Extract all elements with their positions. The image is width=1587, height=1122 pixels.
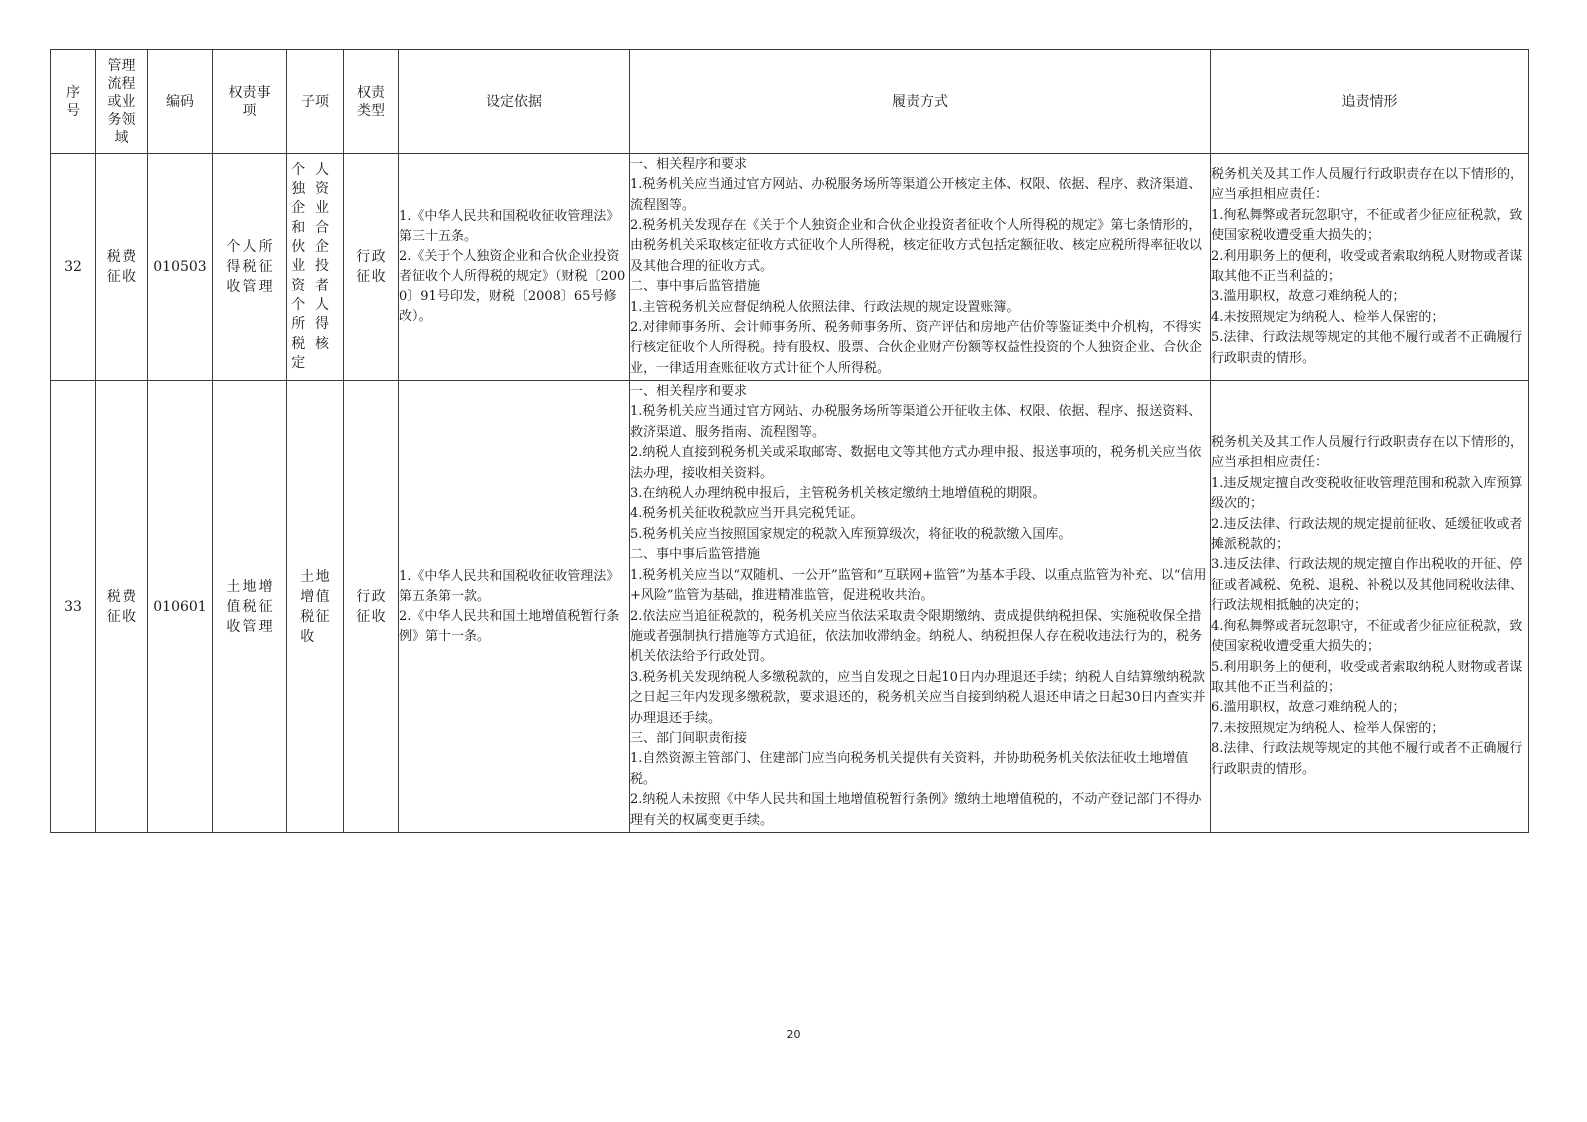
- responsibility-table: [50, 49, 1529, 833]
- header-code: 编码: [148, 50, 213, 154]
- cell-code: 010503: [148, 154, 213, 381]
- method-line: 一、相关程序和要求: [630, 156, 748, 172]
- header-domain: 管理流程或业务领域: [96, 50, 148, 154]
- cell-seq: 32: [51, 154, 96, 381]
- header-seq: 序号: [51, 50, 96, 154]
- cell-basis: [399, 154, 630, 381]
- liability-line: 1.徇私舞弊或者玩忽职守，不征或者少征应征税款，致使国家税收遭受重大损失的；: [1211, 207, 1523, 244]
- basis-line: 2.《关于个人独资企业和合伙企业投资者征收个人所得税的规定》（财税〔2000〕91号印发，财税〔2008〕65号修改）。: [399, 249, 626, 324]
- method-line: 1.税务机关应当以“双随机、一公开”监管和“互联网+监管”为基本手段、以重点监管为补充、以“信用+风险”监管为基础，推进精准监管，促进税收共治。: [630, 567, 1207, 604]
- cell-seq: 33: [51, 381, 96, 833]
- method-line: 2.对律师事务所、会计师事务所、税务师事务所、资产评估和房地产估价等鉴证类中介机构，不得实行核定征收个人所得税。持有股权、股票、合伙企业财产份额等权益性投资的个人独资企业、合伙企业，一律适用查账征收方式计征个人所得税。: [630, 320, 1203, 376]
- liability-line: 税务机关及其工作人员履行行政职责存在以下情形的，应当承担相应责任：: [1211, 435, 1524, 471]
- method-line: 2.税务机关发现存在《关于个人独资企业和合伙企业投资者征收个人所得税的规定》第七条情形的，由税务机关采取核定征收方式征收个人所得税，核定征收方式包括定额征收、核定应税所得率征收以及其他合理的征收方式。: [630, 217, 1203, 274]
- method-line: 4.税务机关征收税款应当开具完税凭证。: [630, 506, 864, 522]
- method-line: 3.税务机关发现纳税人多缴税款的，应当自发现之日起10日内办理退还手续；纳税人自结算缴纳税款之日起三年内发现多缴税款，要求退还的，税务机关应当自接到纳税人退还申请之日起30日内查实并办理退还手续。: [630, 669, 1206, 726]
- liability-line: 2.利用职务上的便利，收受或者索取纳税人财物或者谋取其他不正当利益的；: [1211, 248, 1523, 284]
- header-subitem: 子项: [287, 50, 344, 154]
- cell-subitem: 土地增值税征收: [287, 381, 344, 833]
- liability-line: 3.违反法律、行政法规的规定擅自作出税收的开征、停征或者减税、免税、退税、补税以及其他同税收法律、行政法规相抵触的决定的；: [1211, 557, 1524, 614]
- liability-line: 4.未按照规定为纳税人、检举人保密的；: [1211, 309, 1445, 325]
- header-item: 权责事项: [213, 50, 287, 154]
- liability-line: 8.法律、行政法规等规定的其他不履行或者不正确履行行政职责的情形。: [1211, 741, 1523, 777]
- liability-line: 税务机关及其工作人员履行行政职责存在以下情形的，应当承担相应责任：: [1211, 166, 1524, 203]
- method-line: 2.纳税人直接到税务机关或采取邮寄、数据电文等其他方式办理申报、报送事项的，税务机关应当依法办理，接收相关资料。: [630, 445, 1202, 481]
- header-method: 履责方式: [630, 50, 1211, 154]
- table-row: [51, 381, 1529, 833]
- table-row: [51, 154, 1529, 381]
- table-header-row: [51, 50, 1529, 154]
- cell-liability: [1211, 154, 1529, 381]
- liability-line: 6.滥用职权，故意刁难纳税人的；: [1211, 700, 1406, 716]
- method-line: 1.税务机关应当通过官方网站、办税服务场所等渠道公开核定主体、权限、依据、程序、救济渠道、流程图等。: [630, 177, 1202, 213]
- cell-type: 行政征收: [344, 154, 399, 381]
- page-number: 20: [786, 1028, 801, 1041]
- method-line: 三、部门间职责衔接: [630, 730, 748, 746]
- cell-liability: [1211, 381, 1529, 833]
- header-type: 权责类型: [344, 50, 399, 154]
- liability-line: 5.利用职务上的便利，收受或者索取纳税人财物或者谋取其他不正当利益的；: [1211, 659, 1523, 695]
- cell-method: [630, 381, 1211, 833]
- method-line: 1.税务机关应当通过官方网站、办税服务场所等渠道公开征收主体、权限、依据、程序、报送资料、救济渠道、服务指南、流程图等。: [630, 404, 1202, 440]
- cell-code: 010601: [148, 381, 213, 833]
- cell-domain: 税费征收: [96, 154, 148, 381]
- liability-line: 7.未按照规定为纳税人、检举人保密的；: [1211, 720, 1445, 736]
- method-line: 一、相关程序和要求: [630, 384, 748, 400]
- liability-line: 2.违反法律、行政法规的规定提前征收、延缓征收或者摊派税款的；: [1211, 516, 1523, 553]
- method-line: 1.自然资源主管部门、住建部门应当向税务机关提供有关资料，并协助税务机关依法征收土地增值税。: [630, 751, 1189, 787]
- header-liability: 追责情形: [1211, 50, 1529, 154]
- basis-line: 1.《中华人民共和国税收征收管理法》第三十五条。: [399, 209, 620, 244]
- basis-line: 2.《中华人民共和国土地增值税暂行条例》第十一条。: [399, 608, 620, 644]
- cell-item: 个人所得税征收管理: [213, 154, 287, 381]
- cell-basis: [399, 381, 630, 833]
- method-line: 2.依法应当追征税款的，税务机关应当依法采取责令限期缴纳、责成提供纳税担保、实施税收保全措施或者强制执行措施等方式追征，依法加收滞纳金。纳税人、纳税担保人存在税收违法行为的，税务机关依法给予行政处罚。: [630, 608, 1203, 665]
- method-line: 2.纳税人未按照《中华人民共和国土地增值税暂行条例》缴纳土地增值税的，不动产登记部门不得办理有关的权属变更手续。: [630, 792, 1202, 828]
- header-basis: 设定依据: [399, 50, 630, 154]
- method-line: 1.主管税务机关应督促纳税人依照法律、行政法规的规定设置账簿。: [630, 299, 1020, 315]
- liability-line: 4.徇私舞弊或者玩忽职守，不征或者少征应征税款，致使国家税收遭受重大损失的；: [1211, 618, 1523, 655]
- liability-line: 5.法律、行政法规等规定的其他不履行或者不正确履行行政职责的情形。: [1211, 330, 1523, 366]
- basis-line: 1.《中华人民共和国税收征收管理法》第五条第一款。: [399, 568, 620, 604]
- method-line: 二、事中事后监管措施: [630, 547, 761, 563]
- cell-domain: 税费征收: [96, 381, 148, 833]
- method-line: 5.税务机关应当按照国家规定的税款入库预算级次，将征收的税款缴入国库。: [630, 526, 1072, 542]
- cell-type: 行政征收: [344, 381, 399, 833]
- liability-line: 1.违反规定擅自改变税收征收管理范围和税款入库预算级次的；: [1211, 475, 1523, 512]
- cell-method: [630, 154, 1211, 381]
- method-line: 二、事中事后监管措施: [630, 279, 761, 295]
- liability-line: 3.滥用职权，故意刁难纳税人的；: [1211, 289, 1406, 305]
- method-line: 3.在纳税人办理纳税申报后，主管税务机关核定缴纳土地增值税的期限。: [630, 486, 1046, 502]
- cell-subitem: 个人独资企业和合伙企业投资者个人所得税核定: [287, 154, 344, 381]
- cell-item: 土地增值税征收管理: [213, 381, 287, 833]
